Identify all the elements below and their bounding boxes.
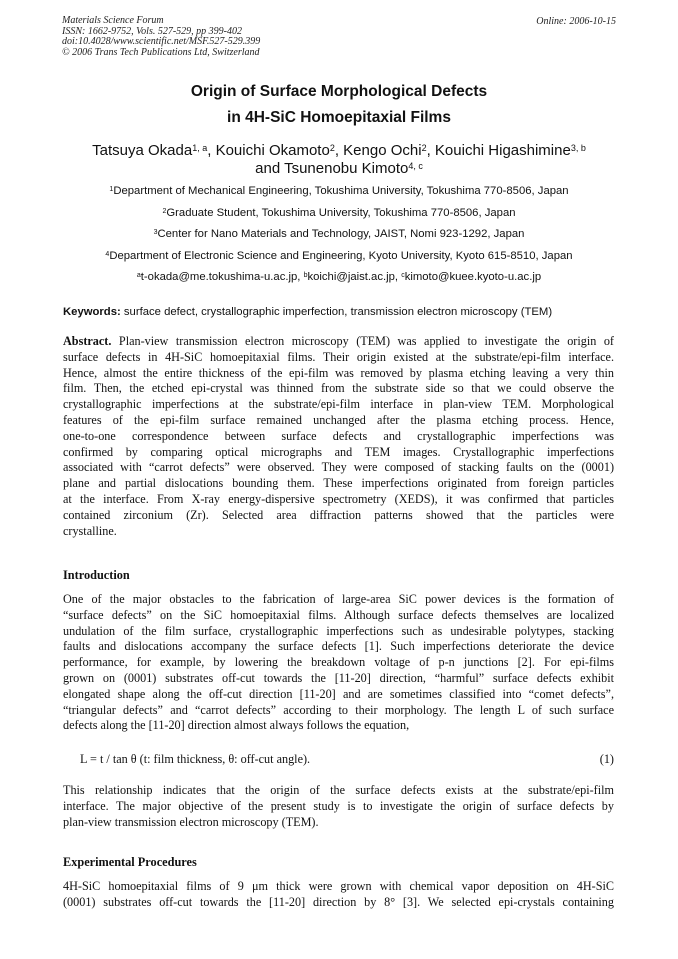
introduction-body-2: [63, 783, 614, 830]
doi: doi:10.4028/www.scientific.net/MSF.527-529.399: [62, 36, 261, 47]
abstract-text: Plan-view transmission electron microscopy (TEM) was applied to investigate the origin of: [111, 334, 614, 348]
abstract: [63, 334, 614, 539]
abstract-line: crystalline.: [63, 523, 117, 538]
introduction-heading: Introduction: [63, 568, 130, 582]
affiliation-text: Department of Electronic Science and Engineering, Kyoto University, Kyoto 615-8510, Japan: [109, 249, 573, 262]
author-1: Tatsuya Okada: [92, 142, 193, 159]
affiliation-sup: 3: [153, 229, 158, 236]
affiliation-text: Department of Mechanical Engineering, Tokushima University, Tokushima 770-8506, Japan: [113, 185, 569, 197]
author-3: Kengo Ochi: [343, 142, 422, 159]
affiliation-sup: 2: [162, 207, 167, 215]
journal-name: Materials Science Forum: [62, 15, 164, 26]
equation-text: L = t / tan θ (t: film thickness, θ: off-cut angle).: [80, 752, 311, 766]
intro-line: defects along the [11-20] direction almost always follows the equation,: [63, 718, 410, 733]
email-sup: b: [303, 272, 308, 279]
affiliations: [0, 181, 678, 289]
equation-number: (1): [599, 752, 614, 766]
abstract-line: one-to-one correspondence between surface defects and crystallographic imperfections was: [63, 428, 614, 443]
and-word: and: [255, 160, 281, 177]
keywords: [63, 305, 615, 320]
exp-line: 4H-SiC homoepitaxial films of 9 μm thick were grown with chemical vapor deposition on 4H-SiC: [63, 879, 614, 893]
email-a[interactable]: t-okada@me.tokushima-u.ac.jp,: [140, 271, 301, 283]
abstract-line: at the interface. From X-ray energy-dispersive spectrometry (XEDS), it was confirmed that particles: [63, 491, 614, 506]
author-4-sup: 3, b: [570, 143, 586, 153]
intro-line: faults and dislocations accompany the surface defects [1]. Such imperfections deteriorate the device: [63, 639, 614, 654]
affiliation-1: [0, 181, 678, 203]
abstract-line: contained zirconium (Zr). Selected area diffraction patterns showed that the particles were: [63, 507, 614, 522]
intro-line: elongated shape along the off-cut direction [11-20] and are sometimes classified into “comet defects”,: [63, 686, 614, 701]
equation-1: [80, 752, 614, 767]
online-date: Online: 2006-10-15: [536, 16, 616, 27]
author-list: Tatsuya Okada$^{1, a}$, Kouichi Okamoto$^2$, Kengo Ochi$^2$, Kouichi Higashimine$^{3, b}$ and Tsunenobu Kimoto$^{4, c}$: [92, 142, 586, 177]
intro-line: plan-view transmission electron microscopy (TEM).: [63, 814, 319, 829]
abstract-line: film. Then, the etched epi-crystal was thinned from the substrate side so that we could observe the: [63, 381, 614, 396]
keywords-text: surface defect, crystallographic imperfection, transmission electron microscopy (TEM): [120, 306, 553, 318]
abstract-line: associated with “carrot defects” were observed. They were composed of stacking faults on the (0001): [63, 460, 614, 475]
email-c[interactable]: kimoto@kuee.kyoto-u.ac.jp: [404, 271, 542, 283]
copyright: © 2006 Trans Tech Publications Ltd, Switzerland: [62, 46, 260, 58]
abstract-line: [63, 334, 614, 350]
intro-line: One of the major obstacles to the fabrication of large-area SiC power devices is the formation of: [63, 592, 614, 606]
affiliation-sup: 4: [105, 250, 110, 258]
abstract-line: plane and partial dislocations bounding them. These imperfections originated from foreign particles: [63, 476, 614, 491]
intro-line: interface. The major objective of the present study is to investigate the origin of surface defects by: [63, 798, 614, 813]
affiliation-4: [0, 246, 678, 268]
experimental-body: [63, 879, 614, 911]
abstract-line: surface defects in 4H-SiC homoepitaxial films. Their origin existed at the substrate/epi-film interface.: [63, 349, 614, 364]
author-5: Tsunenobu Kimoto: [284, 160, 409, 177]
affiliation-sup: 1: [109, 186, 114, 193]
email-b[interactable]: koichi@jaist.ac.jp,: [307, 271, 399, 283]
journal-header: [62, 16, 260, 58]
affiliation-text: Graduate Student, Tokushima University, Tokushima 770-8506, Japan: [166, 206, 516, 219]
abstract-line: features of the epi-film surface remained unchanged after the plasma etching process. Hence,: [63, 412, 614, 427]
affiliation-2: [0, 203, 678, 225]
author-4: Kouichi Higashimine: [434, 142, 571, 159]
introduction-body: [63, 592, 614, 734]
email-line: [0, 267, 678, 289]
intro-line: “triangular defects” and “carrot defects” according to their morphology. The length L of such surface: [63, 702, 614, 717]
title-line-1: Origin of Surface Morphological Defects: [190, 83, 488, 100]
abstract-line: crystallographic imperfections at the substrate/epi-film interface in plan-view TEM. Morphological: [63, 397, 614, 412]
email-sup: a: [136, 272, 141, 279]
intro-line: “surface defects” on the SiC homoepitaxial films. Although surface defects themselves are localized: [63, 607, 614, 622]
abstract-line: confirmed by comparing optical micrographs and TEM images. Crystallographic imperfections: [63, 444, 614, 459]
intro-line: performance, for example, by lowering the breakdown voltage of p-n junctions [2]. For epi-films: [63, 655, 614, 670]
issn: ISSN: 1662-9752, Vols. 527-529, pp 399-402: [62, 25, 242, 37]
title-line-2: in 4H-SiC Homoepitaxial Films: [227, 109, 451, 126]
experimental-heading: Experimental Procedures: [63, 855, 197, 869]
intro-line: grown on (0001) substrates off-cut towards the [11-20] direction, “harmful” surface defects exhibit: [63, 670, 614, 685]
paper-title: [0, 79, 678, 131]
keywords-label: Keywords:: [63, 306, 121, 318]
author-3-sup: 2: [421, 143, 427, 153]
intro-line: This relationship indicates that the origin of the surface defects exists at the substrate/epi-film: [63, 783, 614, 797]
author-2: Kouichi Okamoto: [215, 142, 330, 159]
author-2-sup: 2: [329, 143, 335, 153]
affiliation-3: [0, 224, 678, 246]
abstract-line: Hence, almost the entire thickness of the epi-film was removed by plasma etching leaving a very thin: [63, 365, 614, 380]
affiliation-text: Center for Nano Materials and Technology, JAIST, Nomi 923-1292, Japan: [157, 228, 525, 240]
email-sup: c: [401, 272, 405, 279]
intro-line: undulation of the film surface, crystallographic imperfections such as undesirable polytypes, stacking: [63, 623, 614, 638]
exp-line: (0001) substrates off-cut towards the [11-20] direction by 8° [3]. We selected epi-crystals containing: [63, 894, 614, 909]
author-5-sup: 4, c: [408, 161, 423, 171]
author-1-sup: 1, a: [192, 143, 208, 153]
abstract-label: Abstract.: [63, 334, 112, 348]
